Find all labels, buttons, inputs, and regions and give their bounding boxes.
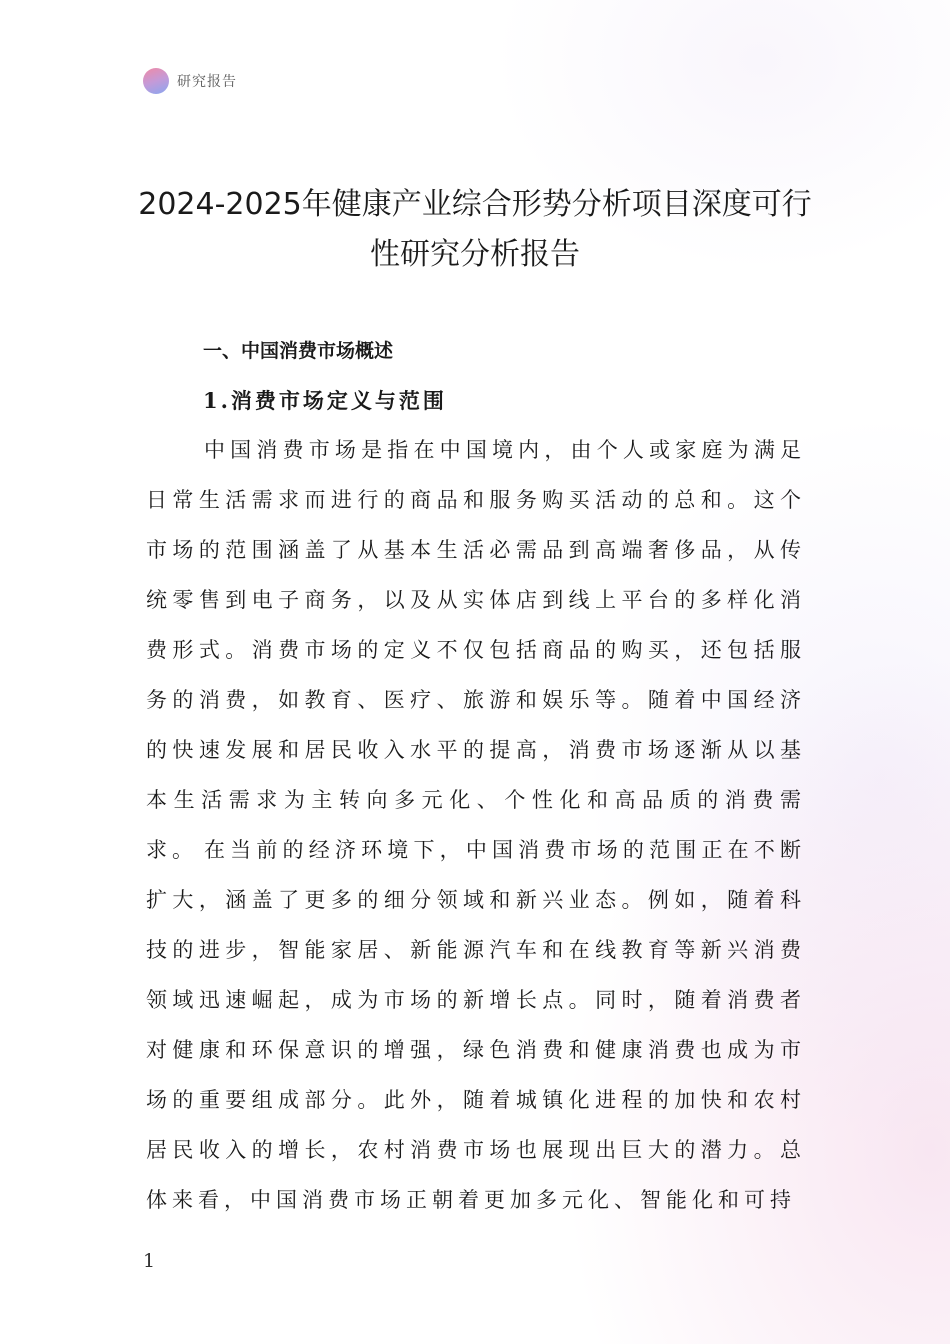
body-paragraph: 在当前的经济环境下，中国消费市场的范围正在不断扩大，涵盖了更多的细分领域和新兴业态。例如，随着科技的进步，智能家居、新能源汽车和在线教育等新兴消费领域迅速崛起，成为市场的新增长点。同时，随着消费者对健康和环保意识的增强，绿色消费和健康消费也成为市场的重要组成部分。此外，随着城镇化进程的加快和农村居民收入的增长，农村消费市场也展现出巨大的潜力。总体来看，中国消费市场正朝着更加多元化、智能化和可持 — [146, 838, 806, 1212]
document-title: 2024-2025年健康产业综合形势分析项目深度可行性研究分析报告 — [138, 187, 812, 272]
body-paragraph: 中国消费市场是指在中国境内，由个人或家庭为满足日常生活需求而进行的商品和服务购买活动的总和。这个市场的范围涵盖了从基本生活必需品到高端奢侈品，从传统零售到电子商务，以及从实体店到线上平台的多样化消费形式。消费市场的定义不仅包括商品的购买，还包括服务的消费，如教育、医疗、旅游和娱乐等。随着中国经济的快速发展和居民收入水平的提高，消费市场逐渐从以基本生活需求为主转向多元化、个性化和高品质的消费需求。 — [146, 438, 806, 862]
header-label: 研究报告 — [177, 74, 237, 90]
report-header — [143, 68, 237, 94]
brand-logo-icon — [143, 68, 169, 94]
page-number: 1 — [143, 1250, 156, 1272]
section-heading: 一、中国消费市场概述 — [203, 340, 394, 362]
subsection-heading: 1.消费市场定义与范围 — [203, 388, 447, 413]
